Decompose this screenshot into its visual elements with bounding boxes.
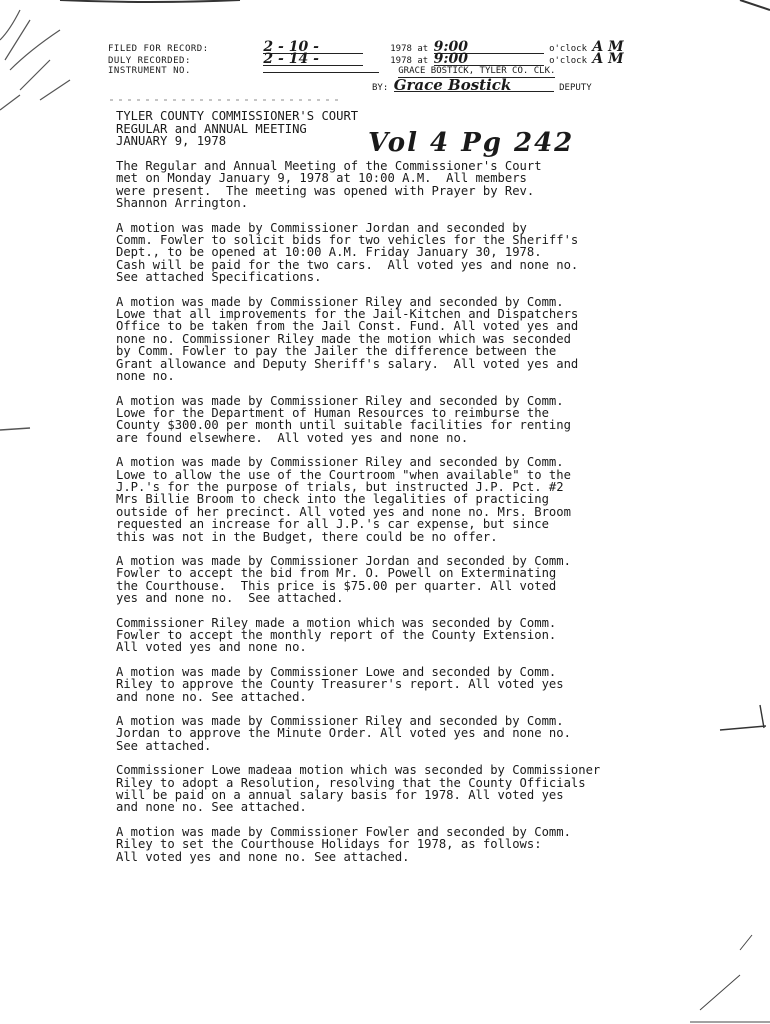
by-signature: Grace Bostick bbox=[394, 80, 554, 92]
paragraph-treasurer-report: A motion was made by Commissioner Lowe and seconded by Comm. Riley to approve the County Treasurer's report. All voted yes and none no. See attached. bbox=[116, 664, 564, 704]
paragraph-vehicle-bids: A motion was made by Commissioner Jordan and seconded by Comm. Fowler to solicit bids for two vehicles for the Sheriff's Dept., to be opened at 10:00 A.M. Friday January 30, 1978. Cash will be paid for the two cars. All voted yes and none no. See attached Specifications. bbox=[116, 220, 579, 285]
deputy-label: DEPUTY bbox=[559, 83, 592, 93]
minutes-body bbox=[116, 160, 726, 875]
paragraph-minute-order: A motion was made by Commissioner Riley and seconded by Comm. Jordan to approve the Minute Order. All voted yes and none no. See attached. bbox=[116, 714, 571, 753]
paragraph-extension-report: Commissioner Riley made a motion which was seconded by Comm. Fowler to accept the monthly report of the County Extension. All voted yes and none no. bbox=[116, 615, 557, 655]
filed-label: FILED FOR RECORD: bbox=[108, 44, 209, 54]
paragraph-jail-improvements: A motion was made by Commissioner Riley and seconded by Comm. Lowe that all improvements for the Jail-Kitchen and Dispatchers Office to be taken from the Jail Const. Fund. All voted yes and none no. Commissioner Riley made the motion which was seconded by Comm. Fowler to pay the Jailer the difference between the Grant allowance and Deputy Sheriff's salary. All voted yes and none no. bbox=[116, 294, 579, 384]
paragraph-opening: The Regular and Annual Meeting of the Commissioner's Court met on Monday January 9, 1978 at 10:00 A.M. All members were present. The meeting was opened with Prayer by Rev. Shannon Arrington. bbox=[116, 159, 542, 211]
clerk-name: GRACE BOSTICK, TYLER CO. CLK. bbox=[398, 66, 556, 76]
paragraph-salary-resolution: Commissioner Lowe madeaa motion which was seconded by Commissioner Riley to adopt a Resolution, resolving that the County Officials will be paid on a annual salary basis for 1978. All voted yes and none no. See attached. bbox=[116, 763, 601, 815]
recorded-oclock: o'clock bbox=[549, 56, 587, 66]
filed-ampm: A M bbox=[592, 39, 624, 55]
volume-page-reference: Vol 4 Pg 242 bbox=[368, 128, 575, 158]
filed-date: 2 - 10 - bbox=[263, 42, 363, 54]
document-header bbox=[116, 110, 358, 148]
filing-stamp bbox=[108, 40, 708, 96]
paragraph-human-resources: A motion was made by Commissioner Riley and seconded by Comm. Lowe for the Department of Human Resources to reimburse the County $300.00 per month until suitable facilities for renting are found elsewhere. All voted yes and none no. bbox=[116, 393, 571, 445]
filed-oclock: o'clock bbox=[549, 44, 587, 54]
filed-time: 9:00 bbox=[434, 42, 544, 54]
recorded-ampm: A M bbox=[592, 51, 624, 67]
paragraph-holidays: A motion was made by Commissioner Fowler and seconded by Comm. Riley to set the Courthouse Holidays for 1978, as follows: All voted yes and none no. See attached. bbox=[116, 824, 571, 864]
paragraph-courtroom-use: A motion was made by Commissioner Riley and seconded by Comm. Lowe to allow the use of the Courtroom "when available" to the J.P.'s for the purpose of trials, but instructed J.P. Pct. #2 Mrs Billie Broom to check into the legalities of practicing outside of her precinct. All voted yes and none no. Mrs. Broom requested an increase for all J.P.'s car expense, but since this was not in the Budget, there could be no offer. bbox=[116, 455, 571, 544]
recorded-label: DULY RECORDED: bbox=[108, 56, 191, 66]
court-title: TYLER COUNTY COMMISSIONER'S COURT bbox=[116, 109, 359, 123]
filed-at-label: at bbox=[417, 44, 429, 54]
instrument-label: INSTRUMENT NO. bbox=[108, 66, 191, 76]
by-label: BY: bbox=[372, 83, 389, 93]
recorded-year: 1978 bbox=[390, 56, 412, 66]
recorded-time: 9:00 bbox=[434, 54, 544, 66]
paragraph-exterminating-bid: A motion was made by Commissioner Jordan and seconded by Comm. Fowler to accept the bid from Mr. O. Powell on Exterminating the Courthouse. This price is $75.00 per quarter. All voted yes and none no. See attached. bbox=[116, 553, 571, 606]
filed-year: 1978 bbox=[390, 44, 412, 54]
meeting-type: REGULAR and ANNUAL MEETING bbox=[116, 121, 307, 136]
meeting-date: JANUARY 9, 1978 bbox=[116, 134, 227, 148]
recorded-date: 2 - 14 - bbox=[263, 54, 363, 66]
recorded-at-label: at bbox=[417, 56, 429, 66]
